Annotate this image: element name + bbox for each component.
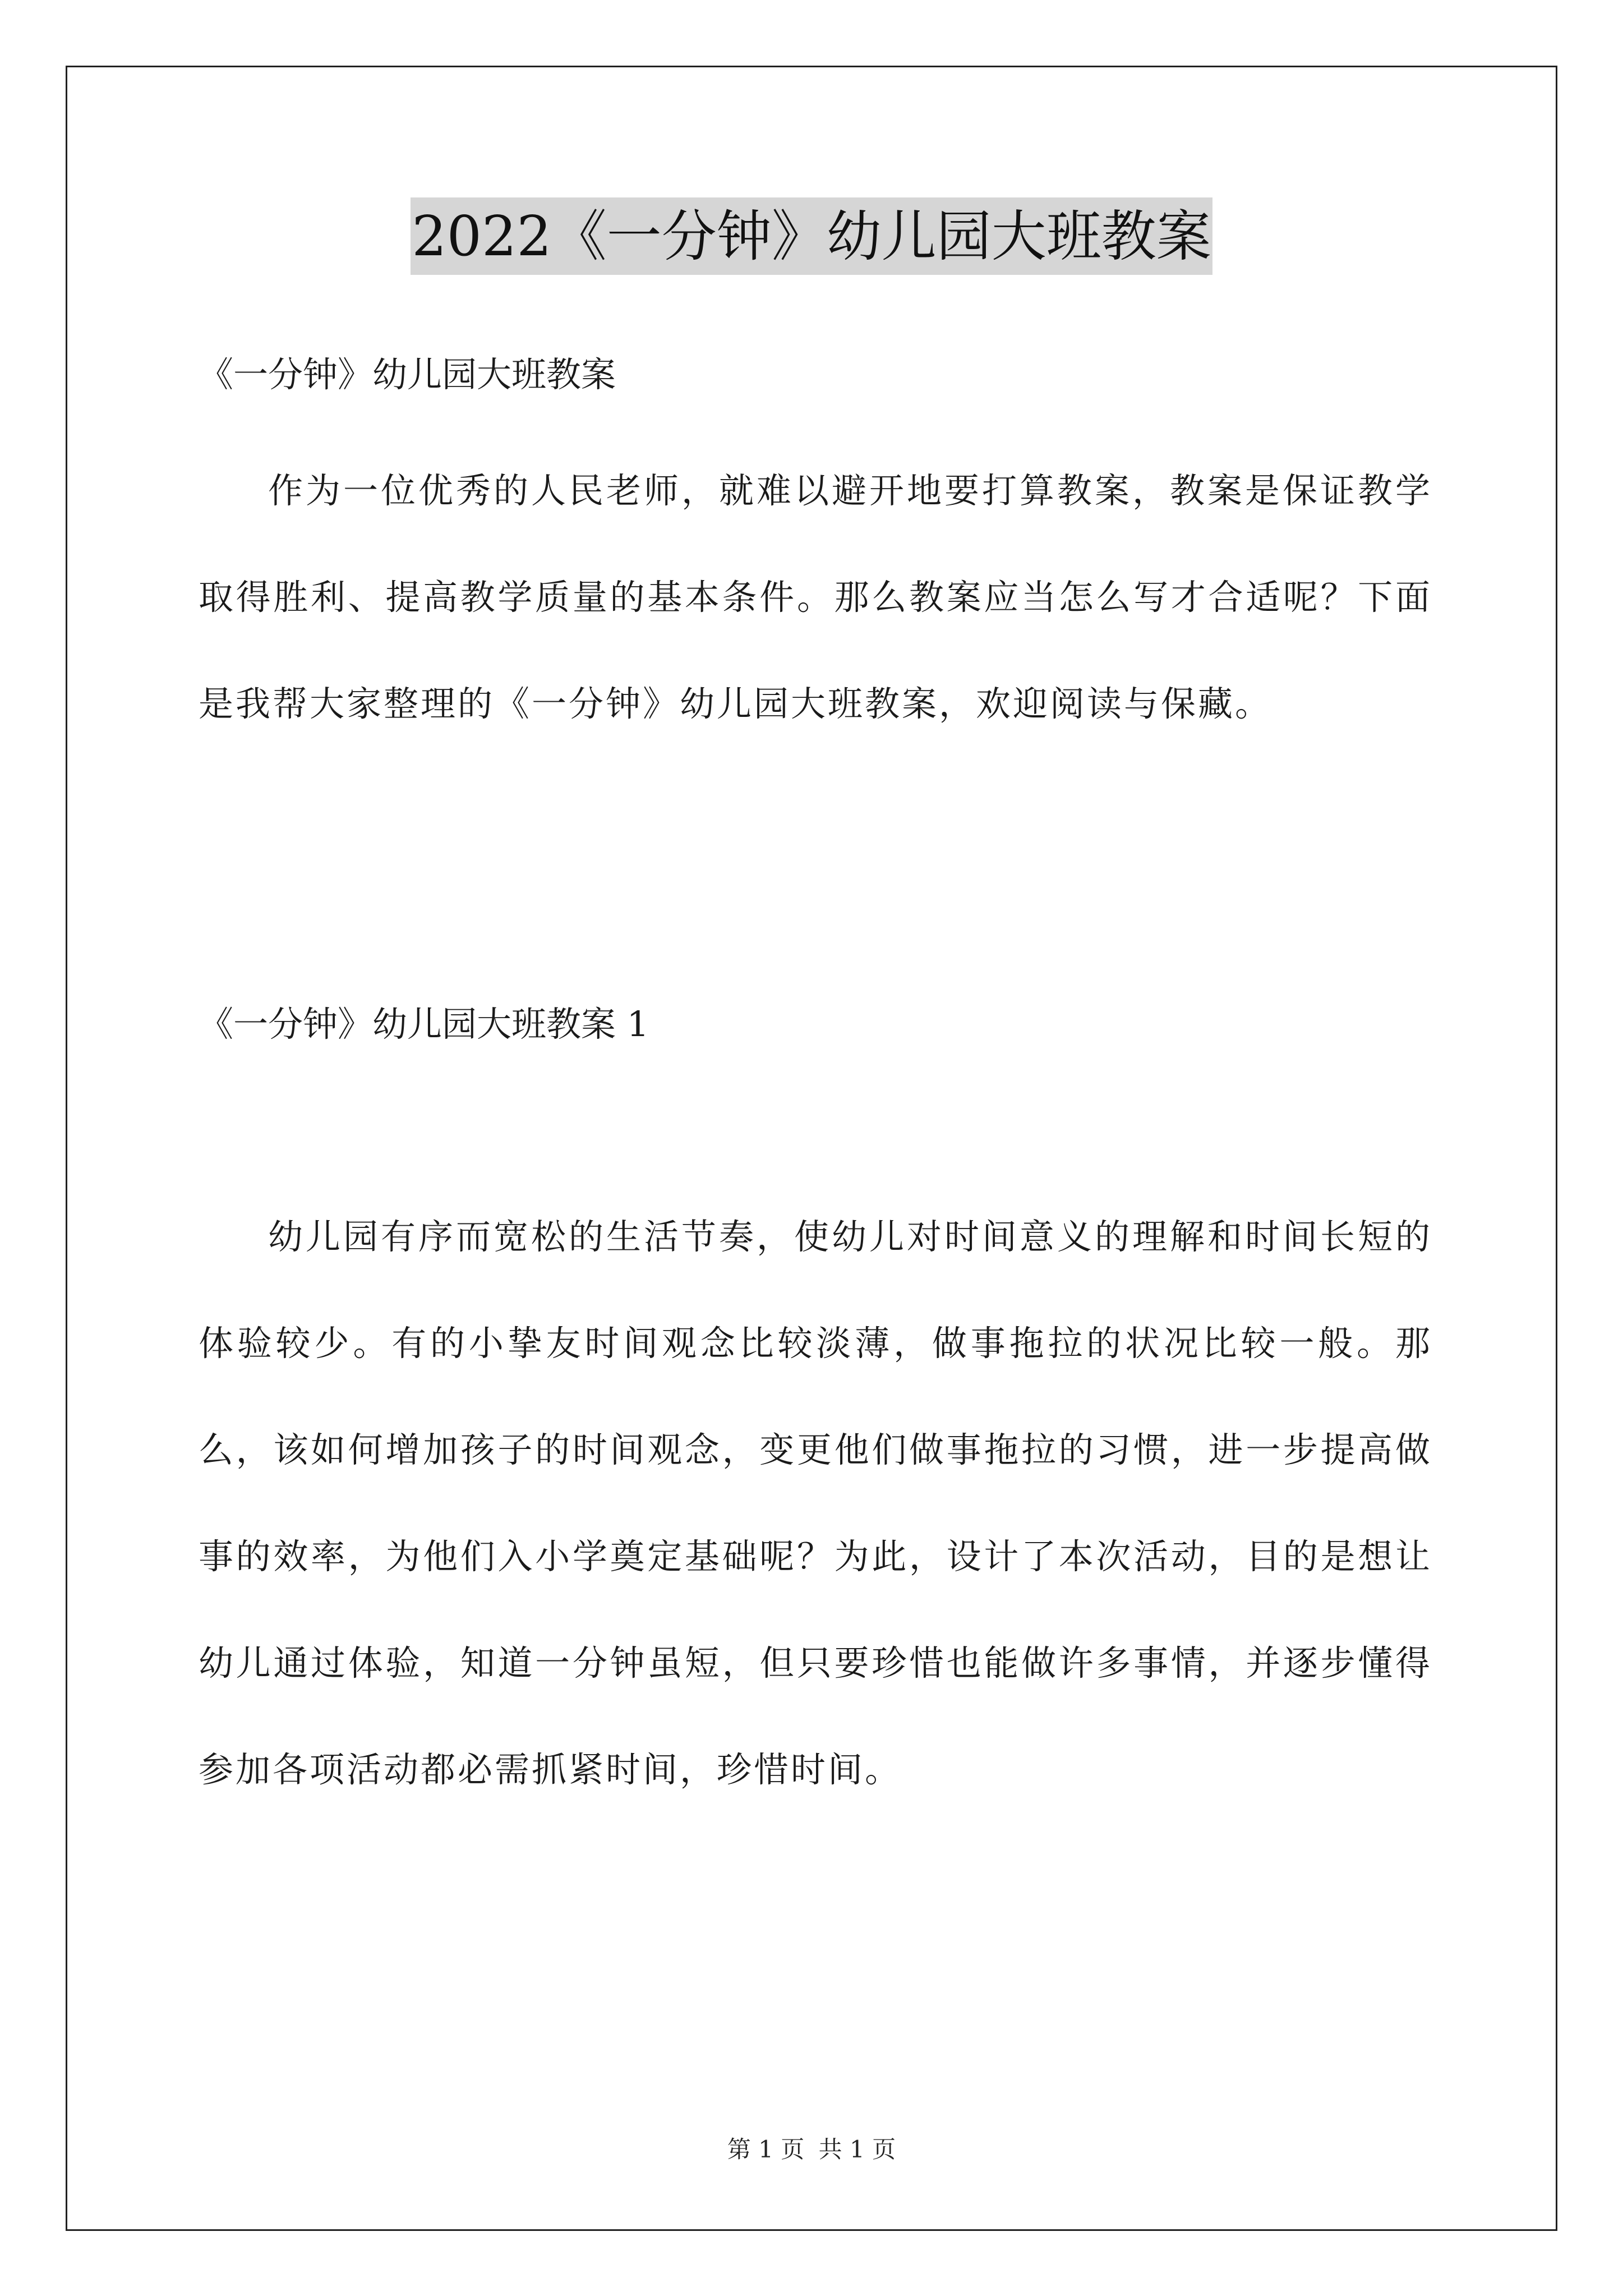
subtitle: 《一分钟》幼儿园大班教案 [199, 354, 616, 395]
page-number-current: 第 1 页 [727, 2136, 805, 2163]
page-footer [0, 2133, 1623, 2166]
body-paragraph: 幼儿园有序而宽松的生活节奏，使幼儿对时间意义的理解和时间长短的体验较少。有的小挚友时间观念比较淡薄，做事拖拉的状况比较一般。那么，该如何增加孩子的时间观念，变更他们做事拖拉的习惯，进一步提高做事的效率，为他们入小学奠定基础呢？为此，设计了本次活动，目的是想让幼儿通过体验，知道一分钟虽短，但只要珍惜也能做许多事情，并逐步懂得参加各项活动都必需抓紧时间，珍惜时间。 [199, 1216, 1432, 1790]
page-number-total: 共 1 页 [818, 2136, 896, 2163]
intro-paragraph: 作为一位优秀的人民老师，就难以避开地要打算教案，教案是保证教学取得胜利、提高教学质量的基本条件。那么教案应当怎么写才合适呢？下面是我帮大家整理的《一分钟》幼儿园大班教案，欢迎阅读与保藏。 [199, 470, 1432, 724]
document-title: 2022《一分钟》幼儿园大班教案 [411, 197, 1212, 275]
title-container [0, 197, 1623, 275]
section-heading: 《一分钟》幼儿园大班教案 1 [199, 1004, 649, 1045]
